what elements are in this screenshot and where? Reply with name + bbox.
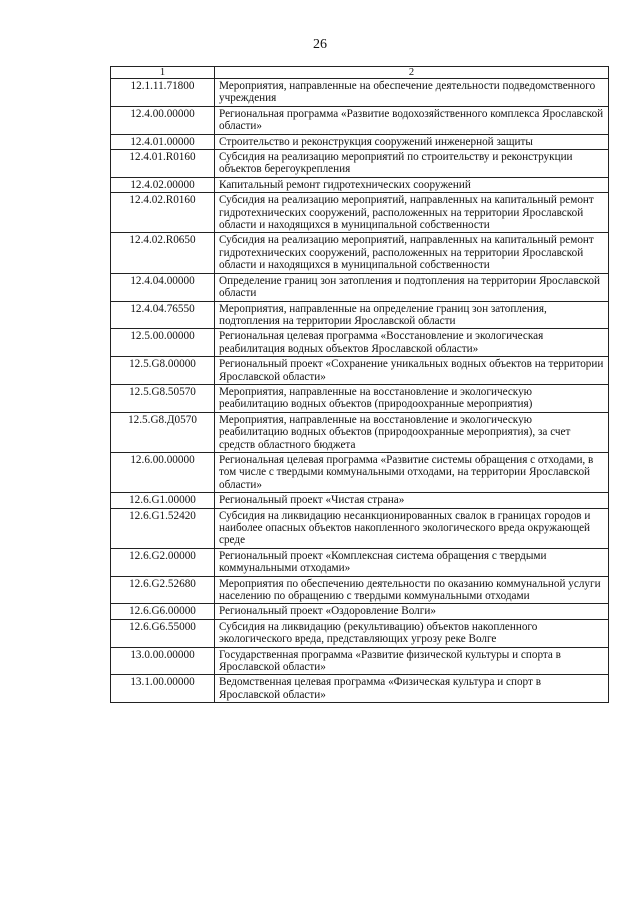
table-row [111,576,609,604]
row-code: 12.6.G1.52420 [111,508,215,548]
table-row [111,193,609,233]
row-name: Субсидия на ликвидацию (рекультивацию) объектов накопленного экологического вреда, представляющих угрозу реке Волге [215,619,609,647]
row-name: Региональный проект «Оздоровление Волги» [215,604,609,619]
row-name: Строительство и реконструкция сооружений инженерной защиты [215,134,609,149]
row-code: 12.6.G1.00000 [111,493,215,508]
row-name: Мероприятия, направленные на восстановление и экологическую реабилитацию водных объектов (природоохранные мероприятия) [215,384,609,412]
table-row [111,106,609,134]
row-name: Региональная целевая программа «Восстановление и экологическая реабилитация водных объектов Ярославской области» [215,329,609,357]
row-code: 12.5.00.00000 [111,329,215,357]
table-row [111,619,609,647]
table-row [111,233,609,273]
table-row [111,452,609,492]
column-header-name: 2 [215,67,609,79]
column-header-code: 1 [111,67,215,79]
table-row [111,357,609,385]
row-name: Государственная программа «Развитие физической культуры и спорта в Ярославской области» [215,647,609,675]
row-name: Мероприятия по обеспечению деятельности по оказанию коммунальной услуги населению по обращению с твердыми коммунальными отходами [215,576,609,604]
row-name: Мероприятия, направленные на обеспечение деятельности подведомственного учреждения [215,79,609,107]
budget-code-table [110,66,609,703]
table-row [111,412,609,452]
table-row [111,79,609,107]
table-row [111,177,609,192]
row-name: Региональная целевая программа «Развитие системы обращения с отходами, в том числе с твердыми коммунальными отходами, на территории Ярославской области» [215,452,609,492]
row-name: Региональный проект «Сохранение уникальных водных объектов на территории Ярославской области» [215,357,609,385]
table-body [111,79,609,703]
row-code: 12.6.G2.52680 [111,576,215,604]
table-row [111,384,609,412]
row-code: 12.4.04.00000 [111,273,215,301]
row-code: 12.4.01.00000 [111,134,215,149]
table-row [111,329,609,357]
table-row [111,548,609,576]
row-code: 12.5.G8.00000 [111,357,215,385]
row-name: Региональный проект «Комплексная система обращения с твердыми коммунальными отходами» [215,548,609,576]
row-code: 12.6.00.00000 [111,452,215,492]
row-code: 12.4.02.00000 [111,177,215,192]
row-name: Субсидия на реализацию мероприятий, направленных на капитальный ремонт гидротехнических сооружений, расположенных на территории Ярославской области и находящихся в муниципальной собственности [215,233,609,273]
row-code: 12.5.G8.50570 [111,384,215,412]
row-code: 12.4.04.76550 [111,301,215,329]
table-row [111,675,609,703]
row-code: 13.0.00.00000 [111,647,215,675]
row-name: Ведомственная целевая программа «Физическая культура и спорт в Ярославской области» [215,675,609,703]
table-row [111,508,609,548]
table-row [111,493,609,508]
table-row [111,134,609,149]
row-code: 12.1.11.71800 [111,79,215,107]
table-row [111,647,609,675]
row-name: Определение границ зон затопления и подтопления на территории Ярославской области [215,273,609,301]
row-name: Субсидия на ликвидацию несанкционированных свалок в границах городов и наиболее опасных объектов накопленного экологического вреда окружающей среде [215,508,609,548]
row-code: 12.6.G2.00000 [111,548,215,576]
row-code: 13.1.00.00000 [111,675,215,703]
row-name: Субсидия на реализацию мероприятий по строительству и реконструкции объектов берегоукрепления [215,150,609,178]
row-name: Мероприятия, направленные на восстановление и экологическую реабилитацию водных объектов (природоохранные мероприятия), за счет средств областного бюджета [215,412,609,452]
row-code: 12.4.00.00000 [111,106,215,134]
row-code: 12.4.01.R0160 [111,150,215,178]
row-name: Мероприятия, направленные на определение границ зон затопления, подтопления на территории Ярославской области [215,301,609,329]
row-name: Капитальный ремонт гидротехнических сооружений [215,177,609,192]
table-row [111,150,609,178]
table-row [111,273,609,301]
table-row [111,301,609,329]
row-name: Региональная программа «Развитие водохозяйственного комплекса Ярославской области» [215,106,609,134]
table-header-row [111,67,609,79]
row-name: Субсидия на реализацию мероприятий, направленных на капитальный ремонт гидротехнических сооружений, расположенных на территории Ярославской области и находящихся в муниципальной собственности [215,193,609,233]
row-code: 12.6.G6.55000 [111,619,215,647]
table-row [111,604,609,619]
page-number: 26 [313,37,327,52]
row-code: 12.4.02.R0160 [111,193,215,233]
row-code: 12.5.G8.Д0570 [111,412,215,452]
row-code: 12.6.G6.00000 [111,604,215,619]
row-code: 12.4.02.R0650 [111,233,215,273]
row-name: Региональный проект «Чистая страна» [215,493,609,508]
